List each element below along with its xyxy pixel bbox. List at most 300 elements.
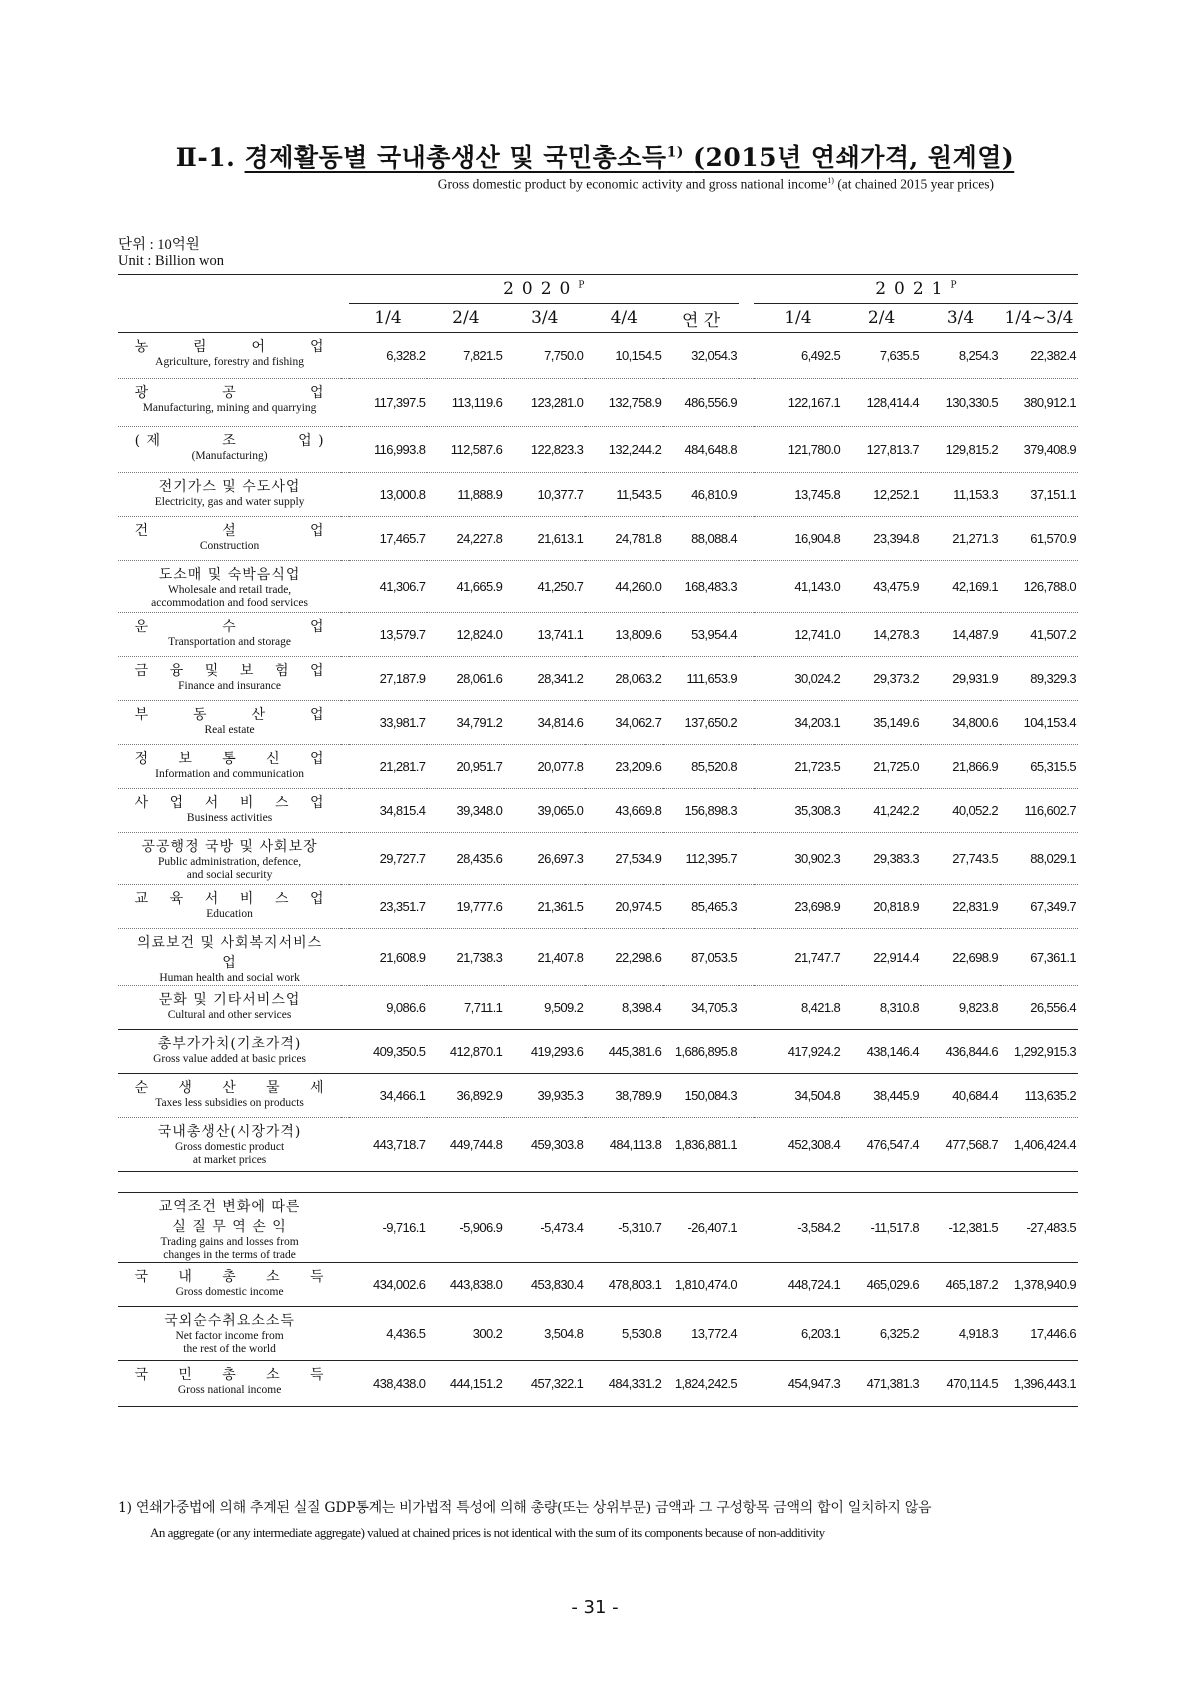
value-2021: 113,635.2 (1000, 1074, 1078, 1118)
row-label (118, 1263, 341, 1307)
value-2020: 112,395.7 (663, 833, 739, 885)
value-2020: 116,993.8 (349, 427, 428, 473)
value-2020: 412,870.1 (427, 1030, 504, 1074)
value-2020: 28,063.2 (585, 657, 663, 701)
footnote-english: An aggregate (or any intermediate aggregate) valued at chained prices is not identical with the sum of its components because of non-additivity (150, 1525, 825, 1540)
korean-word: 업 ) (298, 433, 325, 449)
row-label (118, 833, 341, 885)
row-label (118, 517, 341, 561)
korean-word: 보 (239, 663, 255, 679)
title-korean (245, 143, 1015, 172)
value-2020: 3,504.8 (504, 1307, 585, 1361)
row-label-korean (135, 748, 325, 768)
header-year-row (118, 275, 1078, 304)
row-label-english: Agriculture, forestry and fishing (155, 356, 304, 368)
value-2020: 168,483.3 (663, 561, 739, 613)
value-2021: 6,203.1 (754, 1307, 842, 1361)
value-2021: 476,547.4 (842, 1118, 921, 1172)
page-title (0, 138, 1190, 174)
value-2020: 85,520.8 (663, 745, 739, 789)
value-2021: 1,292,915.3 (1000, 1030, 1078, 1074)
row-label (118, 789, 341, 833)
row-label-korean: 교역조건 변화에 따른 (158, 1199, 301, 1215)
value-2020: 39,065.0 (504, 789, 585, 833)
value-2021: 127,813.7 (842, 427, 921, 473)
spacer-cell (118, 1172, 341, 1193)
row-label (118, 701, 341, 745)
value-2020: 28,061.6 (427, 657, 504, 701)
quarter-header: 2/4 (842, 304, 921, 333)
value-2020: 484,113.8 (585, 1118, 663, 1172)
spacer-cell (504, 1172, 585, 1193)
value-2020: 409,350.5 (349, 1030, 428, 1074)
korean-word: 어 (251, 339, 267, 355)
korean-word: 교 (134, 891, 150, 907)
row-spacer (341, 561, 348, 613)
row-spacer (341, 745, 348, 789)
korean-word: 서 (204, 795, 220, 811)
value-2021: 29,373.2 (842, 657, 921, 701)
row-label-english: at market prices (192, 1154, 267, 1166)
value-2020: 85,465.3 (663, 885, 739, 929)
value-2021: 41,507.2 (1000, 613, 1078, 657)
korean-word: 사 (134, 795, 150, 811)
value-2020: 457,322.1 (504, 1361, 585, 1407)
table-row (118, 701, 1078, 745)
korean-word: 업 (310, 663, 325, 679)
quarter-header: 3/4 (504, 304, 585, 333)
table-row (118, 1307, 1078, 1361)
value-2020: 8,398.4 (585, 986, 663, 1030)
spacer-cell (842, 1172, 921, 1193)
value-2020: 24,227.8 (427, 517, 504, 561)
row-label-korean: 실 질 무 역 손 익 (172, 1219, 287, 1235)
korean-word: 국 (134, 1367, 150, 1383)
value-2021: 40,052.2 (921, 789, 1000, 833)
value-2020: 7,711.1 (427, 986, 504, 1030)
value-2020: 156,898.3 (663, 789, 739, 833)
row-spacer (341, 1030, 348, 1074)
value-2021: 89,329.3 (1000, 657, 1078, 701)
row-label-english: Information and communication (155, 768, 304, 780)
year-2020-text: 2020 (503, 279, 579, 299)
value-2020: 1,824,242.5 (663, 1361, 739, 1407)
value-2021: -3,584.2 (754, 1193, 842, 1263)
value-2021: 14,487.9 (921, 613, 1000, 657)
korean-word: 업 (310, 795, 325, 811)
row-spacer (341, 1361, 348, 1407)
value-2021: 8,254.3 (921, 333, 1000, 379)
value-2021: 470,114.5 (921, 1361, 1000, 1407)
value-2021: 40,684.4 (921, 1074, 1000, 1118)
value-2020: 10,377.7 (504, 473, 585, 517)
value-2021: 34,504.8 (754, 1074, 842, 1118)
korean-word: 세 (310, 1080, 325, 1096)
value-2020: 484,331.2 (585, 1361, 663, 1407)
table-row (118, 613, 1078, 657)
quarter-header: 3/4 (921, 304, 1000, 333)
row-spacer (341, 833, 348, 885)
korean-word: 소 (266, 1367, 281, 1383)
korean-word: 업 (310, 751, 325, 767)
row-gap (739, 1118, 754, 1172)
table-row (118, 1263, 1078, 1307)
value-2020: 28,341.2 (504, 657, 585, 701)
korean-word: ( 제 (134, 433, 161, 449)
row-spacer (341, 1118, 348, 1172)
value-2021: 380,912.1 (1000, 379, 1078, 427)
value-2020: 9,509.2 (504, 986, 585, 1030)
value-2021: 126,788.0 (1000, 561, 1078, 613)
value-2020: 34,062.7 (585, 701, 663, 745)
header-blank (341, 275, 348, 304)
value-2020: 444,151.2 (427, 1361, 504, 1407)
value-2020: 21,361.5 (504, 885, 585, 929)
row-spacer (341, 333, 348, 379)
row-label-english: Electricity, gas and water supply (154, 496, 305, 508)
value-2021: 23,698.9 (754, 885, 842, 929)
value-2020: 34,705.3 (663, 986, 739, 1030)
row-label (118, 986, 341, 1030)
quarter-header: 4/4 (585, 304, 663, 333)
spacer-cell (1000, 1172, 1078, 1193)
korean-word: 공 (222, 385, 237, 401)
section-spacer (118, 1172, 1078, 1193)
value-2021: 21,725.0 (842, 745, 921, 789)
row-label-korean: 전기가스 및 수도사업 (158, 479, 301, 495)
row-label-korean (135, 1266, 325, 1286)
row-gap (739, 789, 754, 833)
row-spacer (341, 473, 348, 517)
korean-word: 스 (274, 795, 290, 811)
value-2021: 43,475.9 (842, 561, 921, 613)
value-2021: 30,902.3 (754, 833, 842, 885)
spacer-cell (921, 1172, 1000, 1193)
value-2021: 21,723.5 (754, 745, 842, 789)
korean-word: 득 (310, 1269, 325, 1285)
row-label-english: Transportation and storage (168, 636, 291, 648)
value-2020: -9,716.1 (349, 1193, 428, 1263)
row-label-english: Human health and social work (159, 972, 300, 984)
value-2021: 13,745.8 (754, 473, 842, 517)
korean-word: 민 (178, 1367, 193, 1383)
table-row (118, 561, 1078, 613)
value-2020: 34,815.4 (349, 789, 428, 833)
value-2020: 13,579.7 (349, 613, 428, 657)
spacer-cell (663, 1172, 739, 1193)
korean-word: 물 (266, 1080, 281, 1096)
value-2021: 29,931.9 (921, 657, 1000, 701)
korean-word: 신 (266, 751, 281, 767)
row-spacer (341, 885, 348, 929)
table-row (118, 885, 1078, 929)
unit-korean: 단위 : 10억원 (118, 237, 200, 253)
row-label-korean (135, 336, 325, 356)
value-2021: 417,924.2 (754, 1030, 842, 1074)
value-2021: -12,381.5 (921, 1193, 1000, 1263)
value-2021: -27,483.5 (1000, 1193, 1078, 1263)
table-row (118, 517, 1078, 561)
row-gap (739, 929, 754, 986)
value-2021: 454,947.3 (754, 1361, 842, 1407)
value-2020: 39,935.3 (504, 1074, 585, 1118)
value-2020: 21,407.8 (504, 929, 585, 986)
value-2020: 21,613.1 (504, 517, 585, 561)
spacer-cell (349, 1172, 428, 1193)
value-2020: 39,348.0 (427, 789, 504, 833)
value-2020: 21,738.3 (427, 929, 504, 986)
value-2020: 150,084.3 (663, 1074, 739, 1118)
value-2020: 7,750.0 (504, 333, 585, 379)
row-label (118, 427, 341, 473)
title-suffix: (2015년 연쇄가격, 원계열) (693, 143, 1015, 172)
row-spacer (341, 1263, 348, 1307)
value-2021: 1,406,424.4 (1000, 1118, 1078, 1172)
row-spacer (341, 1193, 348, 1263)
row-label-english: Net factor income from (175, 1330, 284, 1342)
korean-word: 육 (169, 891, 185, 907)
value-2020: 419,293.6 (504, 1030, 585, 1074)
row-label-korean (135, 792, 325, 812)
row-label-english: Gross national income (177, 1384, 282, 1396)
value-2020: -5,310.7 (585, 1193, 663, 1263)
korean-word: 및 (204, 663, 220, 679)
table-row (118, 333, 1078, 379)
value-2020: 41,250.7 (504, 561, 585, 613)
row-label-english: Manufacturing, mining and quarrying (142, 402, 317, 414)
korean-word: 광 (134, 385, 150, 401)
value-2021: 11,153.3 (921, 473, 1000, 517)
value-2020: -5,473.4 (504, 1193, 585, 1263)
row-label-korean: 도소매 및 숙박음식업 (158, 567, 301, 583)
value-2021: 465,029.6 (842, 1263, 921, 1307)
row-spacer (341, 986, 348, 1030)
value-2021: 27,743.5 (921, 833, 1000, 885)
table-row (118, 1030, 1078, 1074)
value-2020: 46,810.9 (663, 473, 739, 517)
value-2020: 6,328.2 (349, 333, 428, 379)
value-2020: 4,436.5 (349, 1307, 428, 1361)
row-label (118, 333, 341, 379)
value-2020: 87,053.5 (663, 929, 739, 986)
value-2021: 14,278.3 (842, 613, 921, 657)
value-2021: 41,242.2 (842, 789, 921, 833)
value-2021: 37,151.1 (1000, 473, 1078, 517)
row-label-korean (135, 382, 325, 402)
row-label (118, 561, 341, 613)
table-row (118, 657, 1078, 701)
value-2021: 452,308.4 (754, 1118, 842, 1172)
value-2021: 35,308.3 (754, 789, 842, 833)
korean-word: 정 (134, 751, 150, 767)
value-2020: 23,209.6 (585, 745, 663, 789)
value-2021: -11,517.8 (842, 1193, 921, 1263)
value-2020: 23,351.7 (349, 885, 428, 929)
value-2021: 471,381.3 (842, 1361, 921, 1407)
row-spacer (341, 1307, 348, 1361)
row-label-korean (135, 1077, 325, 1097)
korean-word: 보 (178, 751, 193, 767)
table-row (118, 1074, 1078, 1118)
spacer-cell (341, 1172, 348, 1193)
value-2020: 88,088.4 (663, 517, 739, 561)
row-label-english: and social security (186, 869, 273, 881)
row-gap (739, 1307, 754, 1361)
table-row (118, 1193, 1078, 1263)
table-row (118, 789, 1078, 833)
row-gap (739, 1263, 754, 1307)
value-2020: 26,697.3 (504, 833, 585, 885)
korean-word: 통 (222, 751, 237, 767)
value-2021: 22,382.4 (1000, 333, 1078, 379)
table-row (118, 379, 1078, 427)
value-2021: 26,556.4 (1000, 986, 1078, 1030)
korean-word: 업 (310, 339, 325, 355)
value-2021: 30,024.2 (754, 657, 842, 701)
korean-word: 부 (134, 707, 150, 723)
value-2021: 88,029.1 (1000, 833, 1078, 885)
value-2020: 438,438.0 (349, 1361, 428, 1407)
row-gap (739, 379, 754, 427)
row-spacer (341, 379, 348, 427)
row-label-english: Real estate (204, 724, 255, 736)
value-2021: 67,361.1 (1000, 929, 1078, 986)
header-year-2021 (754, 275, 1078, 304)
row-label-english: the rest of the world (183, 1343, 276, 1355)
row-gap (739, 1193, 754, 1263)
korean-word: 험 (274, 663, 290, 679)
row-label-english: changes in the terms of trade (163, 1249, 296, 1261)
row-spacer (341, 701, 348, 745)
value-2020: 11,888.9 (427, 473, 504, 517)
value-2021: 477,568.7 (921, 1118, 1000, 1172)
value-2020: 478,803.1 (585, 1263, 663, 1307)
value-2020: 44,260.0 (585, 561, 663, 613)
table-row (118, 833, 1078, 885)
spacer-cell (739, 1172, 754, 1193)
row-spacer (341, 929, 348, 986)
value-2020: 137,650.2 (663, 701, 739, 745)
quarter-header: 1/4 (349, 304, 428, 333)
row-gap (739, 885, 754, 929)
row-label (118, 613, 341, 657)
value-2021: 21,866.9 (921, 745, 1000, 789)
value-2021: 1,378,940.9 (1000, 1263, 1078, 1307)
korean-word: 업 (169, 795, 185, 811)
value-2020: 132,758.9 (585, 379, 663, 427)
row-gap (739, 333, 754, 379)
row-gap (739, 473, 754, 517)
value-2020: 20,974.5 (585, 885, 663, 929)
row-label-korean (135, 888, 325, 908)
row-label-korean: 국외순수취요소소득 (164, 1313, 295, 1329)
value-2020: 11,543.5 (585, 473, 663, 517)
value-2021: 41,143.0 (754, 561, 842, 613)
table-row (118, 1361, 1078, 1407)
table-row (118, 473, 1078, 517)
value-2021: 438,146.4 (842, 1030, 921, 1074)
table-row (118, 427, 1078, 473)
korean-word: 서 (204, 891, 220, 907)
value-2021: 6,325.2 (842, 1307, 921, 1361)
row-label-english: Wholesale and retail trade, (167, 584, 292, 596)
table-row (118, 986, 1078, 1030)
row-label-korean (135, 616, 325, 636)
value-2020: 34,791.2 (427, 701, 504, 745)
row-label-korean: 국내총생산(시장가격) (157, 1124, 302, 1140)
row-label-english: accommodation and food services (151, 597, 308, 609)
value-2020: 1,836,881.1 (663, 1118, 739, 1172)
value-2020: 443,718.7 (349, 1118, 428, 1172)
value-2020: 113,119.6 (427, 379, 504, 427)
value-2021: 61,570.9 (1000, 517, 1078, 561)
value-2020: 1,810,474.0 (663, 1263, 739, 1307)
value-2020: 41,665.9 (427, 561, 504, 613)
row-label-korean: 공공행정 국방 및 사회보장 (141, 839, 318, 855)
row-label-korean (135, 660, 325, 680)
row-label-korean: 의료보건 및 사회복지서비스업 (136, 935, 323, 971)
value-2020: 117,397.5 (349, 379, 428, 427)
table-row (118, 929, 1078, 986)
value-2021: 379,408.9 (1000, 427, 1078, 473)
korean-word: 림 (193, 339, 208, 355)
row-label (118, 473, 341, 517)
subtitle-suffix: (at chained 2015 year prices) (837, 176, 994, 192)
value-2021: 65,315.5 (1000, 745, 1078, 789)
row-gap (739, 745, 754, 789)
korean-word: 농 (134, 339, 150, 355)
row-label-english: Public administration, defence, (158, 856, 302, 868)
value-2020: 13,741.1 (504, 613, 585, 657)
value-2020: 34,466.1 (349, 1074, 428, 1118)
value-2021: 8,310.8 (842, 986, 921, 1030)
value-2021: 122,167.1 (754, 379, 842, 427)
korean-word: 비 (239, 891, 255, 907)
row-spacer (341, 613, 348, 657)
row-label-english: Education (206, 908, 253, 920)
value-2020: 112,587.6 (427, 427, 504, 473)
value-2020: 449,744.8 (427, 1118, 504, 1172)
row-gap (739, 833, 754, 885)
row-label-english: Cultural and other services (167, 1009, 292, 1021)
row-label-english: Gross domestic product (174, 1141, 285, 1153)
value-2021: 128,414.4 (842, 379, 921, 427)
row-gap (739, 427, 754, 473)
header-blank (118, 275, 341, 304)
row-gap (739, 517, 754, 561)
value-2020: 41,306.7 (349, 561, 428, 613)
value-2021: 22,698.9 (921, 929, 1000, 986)
page-number: - 31 - (571, 1597, 619, 1618)
header-blank (118, 304, 341, 333)
value-2021: 23,394.8 (842, 517, 921, 561)
value-2020: 19,777.6 (427, 885, 504, 929)
value-2021: 1,396,443.1 (1000, 1361, 1078, 1407)
korean-word: 업 (310, 707, 325, 723)
value-2021: 34,800.6 (921, 701, 1000, 745)
value-2020: 484,648.8 (663, 427, 739, 473)
value-2021: 8,421.8 (754, 986, 842, 1030)
value-2020: 300.2 (427, 1307, 504, 1361)
row-label-english: Gross value added at basic prices (153, 1053, 307, 1065)
value-2020: -5,906.9 (427, 1193, 504, 1263)
value-2020: 486,556.9 (663, 379, 739, 427)
korean-word: 산 (222, 1080, 237, 1096)
korean-word: 업 (310, 385, 325, 401)
row-label-english: (Manufacturing) (191, 450, 268, 462)
row-label-korean (135, 520, 325, 540)
value-2020: 36,892.9 (427, 1074, 504, 1118)
